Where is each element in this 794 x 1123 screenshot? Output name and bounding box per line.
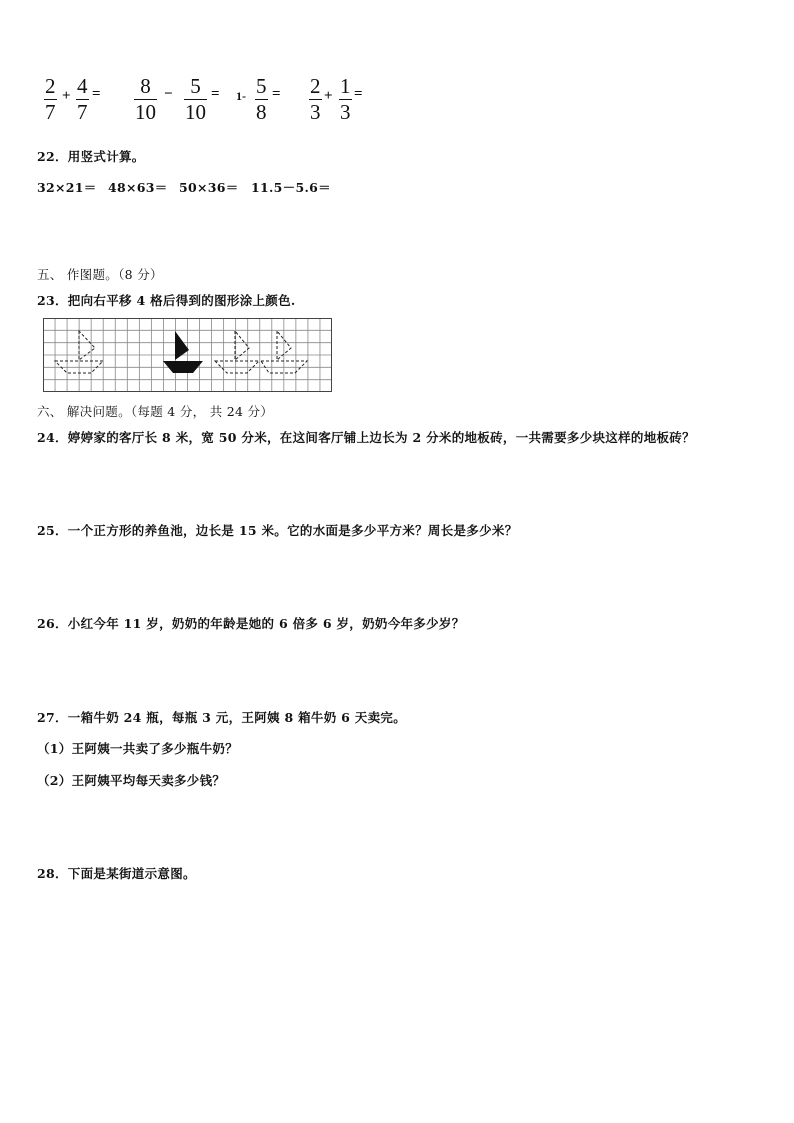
question-22-title: 22．用竖式计算。 xyxy=(37,149,145,164)
question-27-sub-1: （1）王阿姨一共卖了多少瓶牛奶？ xyxy=(37,741,238,756)
section-5-heading: 五、 作图题。（8 分） xyxy=(37,267,163,282)
question-27-sub-2: （2）王阿姨平均每天卖多少钱？ xyxy=(37,773,226,788)
minus-sign: − xyxy=(164,86,173,102)
fraction-2-7: 2 7 xyxy=(45,74,56,125)
fraction-4-7: 4 7 xyxy=(77,74,88,125)
question-28: 28．下面是某街道示意图。 xyxy=(37,866,196,881)
question-27: 27．一箱牛奶 24 瓶，每瓶 3 元，王阿姨 8 箱牛奶 6 天卖完。 xyxy=(37,710,406,725)
equals-sign: = xyxy=(211,86,220,102)
fraction-2-3: 2 3 xyxy=(310,74,321,125)
vertical-calc-item: 32×21＝ xyxy=(37,180,97,195)
question-23-title: 23．把向右平移 4 格后得到的图形涂上颜色. xyxy=(37,293,296,308)
vertical-calc-item: 48×63＝ xyxy=(108,180,168,195)
plus-sign: + xyxy=(324,88,333,104)
fraction-5-8: 5 8 xyxy=(256,74,267,125)
black-boat-shape xyxy=(163,331,203,373)
vertical-calc-item: 11.5－5.6＝ xyxy=(251,180,331,195)
dashed-boat-third xyxy=(215,331,259,373)
question-25: 25．一个正方形的养鱼池，边长是 15 米。它的水面是多少平方米？周长是多少米？ xyxy=(37,523,518,538)
translation-grid-figure xyxy=(43,318,332,392)
whole-one-minus: 1- xyxy=(236,89,246,103)
plus-sign: + xyxy=(62,88,71,104)
equals-sign: = xyxy=(92,86,101,102)
fraction-8-10: 8 10 xyxy=(135,74,156,125)
section-6-heading: 六、 解决问题。（每题 4 分， 共 24 分） xyxy=(37,404,274,419)
equals-sign: = xyxy=(272,86,281,102)
vertical-calc-item: 50×36＝ xyxy=(179,180,239,195)
grid-svg xyxy=(43,318,332,392)
question-24: 24．婷婷家的客厅长 8 米，宽 50 分米，在这间客厅铺上边长为 2 分米的地板砖，一共需要多少块这样的地板砖？ xyxy=(37,430,695,445)
equals-sign: = xyxy=(354,86,363,102)
fraction-1-3: 1 3 xyxy=(340,74,351,125)
fraction-5-10: 5 10 xyxy=(185,74,206,125)
question-26: 26．小红今年 11 岁，奶奶的年龄是她的 6 倍多 6 岁，奶奶今年多少岁？ xyxy=(37,616,465,631)
